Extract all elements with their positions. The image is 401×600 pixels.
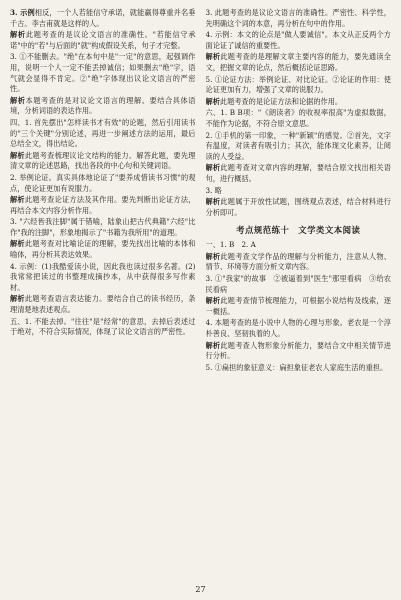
- right-item-1: 4. 示例：本文的论点是"做人要诚信"。本文从正反两个方面论证了诚信的重要性。: [205, 30, 391, 50]
- section-title: 考点规范练十 文学类文本阅读: [236, 225, 361, 236]
- left-item-0: 3. 示例相反，一个人若能信守承诺，就能赢得尊重并名垂千古。李吉甫就是这样的人。: [10, 8, 196, 28]
- left-item-3: 解析本题考查的是对议论文语言的理解。要结合具体语境，分析词语的表达作用。: [10, 95, 196, 116]
- right-item-7: 解析此题考查对文章内容的理解，要结合原文找出相关语句，进行概括。: [205, 163, 391, 183]
- right-item-4: 解析此题考查的是论证方法和论据的作用。: [205, 96, 343, 106]
- right-item-9: 解析此题属于开放性试题，围绕观点表述，结合材料进行分析即可。: [205, 197, 391, 217]
- left-column: [10, 8, 196, 574]
- right-item-11: 一、1. B 2. A: [205, 240, 256, 250]
- page-number: 27: [195, 585, 206, 594]
- right-item-16: 解析此题考查人物形象分析能力，要结合文中相关情节进行分析。: [205, 340, 391, 361]
- right-item-13: 3. ①"我家"的故事 ②被逼着到"医生"那里看病 ③给农民看病: [205, 274, 391, 294]
- right-item-12: 解析此题考查文学作品的理解与分析能力，注意从人物、情节、环境等方面分析文章内容。: [205, 251, 391, 272]
- right-item-15: 4. 本题考查的是小说中人物的心理与形象。老农是一个淳朴善良、坚韧执着的人。: [205, 318, 391, 339]
- right-item-8: 3. 略: [205, 185, 222, 195]
- right-item-14: 解析此题考查情节梳理能力，可根据小说结构及线索，逐一概括。: [205, 296, 391, 316]
- right-item-2: 解析此题考查的是理解文章主要内容的能力，要先通读全文，把握文章的论点，然后概括论证思路。: [205, 52, 391, 72]
- left-item-5: 解析此题考查梳理议论文结构的能力。解答此题，要先理清文章的论述思路，找出各段的中心句和关键词语。: [10, 150, 196, 171]
- page-footer: [0, 585, 401, 594]
- right-item-6: 2. ①手机的第一印象，一种"新颖"的感觉。②首先，文字有温度，对读者有吸引力；其次，能体现文化素养，让阅读的人受益。: [205, 130, 391, 161]
- right-item-17: 5. ①扁担的象征意义：扁担象征老农人家庭生活的重担。: [205, 362, 388, 372]
- left-item-10: 4. 示例：(1)我酷爱读小说，因此我也读过很多名著。(2)我常常把读过的书整理成摘抄本，从中获得很多写作素材。: [10, 261, 196, 292]
- right-item-3: 5. ①论证方法：举例论证、对比论证。②论证的作用：使论证更加有力，增强了文章的说服力。: [205, 74, 391, 95]
- left-item-4: 四、1. 首先摆出"怎样读书才有效"的论题，然后引用读书的"三个关键"分别论述，再进一步阐述方法的运用，最后总结全文，得出结论。: [10, 117, 196, 149]
- left-item-12: 五、1. 不能去掉。"往往"是"经常"的意思，去掉后表述过于绝对，不符合实际情况，体现了议论文语言的严密性。: [10, 316, 196, 337]
- left-item-2: 3. ①不能删去。"绝"在本句中是"一定"的意思，起强调作用，说明一个人一定不能丢掉诚信；如果删去"绝"字，语气就会显得不肯定。②"绝"字体现出议论文语言的严密性。: [10, 52, 196, 94]
- left-item-7: 解析此题考查论证方法及其作用。要先判断出论证方法，再结合本文内容分析作用。: [10, 195, 196, 215]
- right-item-0: 3. 此题考查的是议论文语言的准确性。严密性、科学性，先明确这个词的本意，再分析在句中的作用。: [205, 8, 391, 28]
- left-item-11: 解析此题考查语言表达能力。要结合自己的读书经历，条理清楚地表述观点。: [10, 294, 196, 315]
- left-item-6: 2. 举例论证。真实具体地论证了"要养成惜读书习惯"的观点，使论证更加有说服力。: [10, 172, 196, 193]
- left-item-9: 解析此题考查对比喻论证的理解，要先找出比喻的本体和喻体，再分析其表达效果。: [10, 239, 196, 260]
- right-item-5: 六、1. B B项："《朗读者》的收视率很高"为虚拟数据，不能作为论据，不符合原文意思。: [205, 108, 391, 128]
- right-column: [206, 8, 392, 574]
- left-item-1: 解析此题考查的是议论文语言的准确性。"若能信守承诺"中的"若"与后面的"就"构成假设关系，句子才完整。: [10, 30, 196, 50]
- left-item-8: 3. "六经皆我注脚"属于错喻，陆象山把古代典籍"六经"比作"我的注脚"，形象地揭示了"书籍为我所用"的道理。: [10, 217, 196, 237]
